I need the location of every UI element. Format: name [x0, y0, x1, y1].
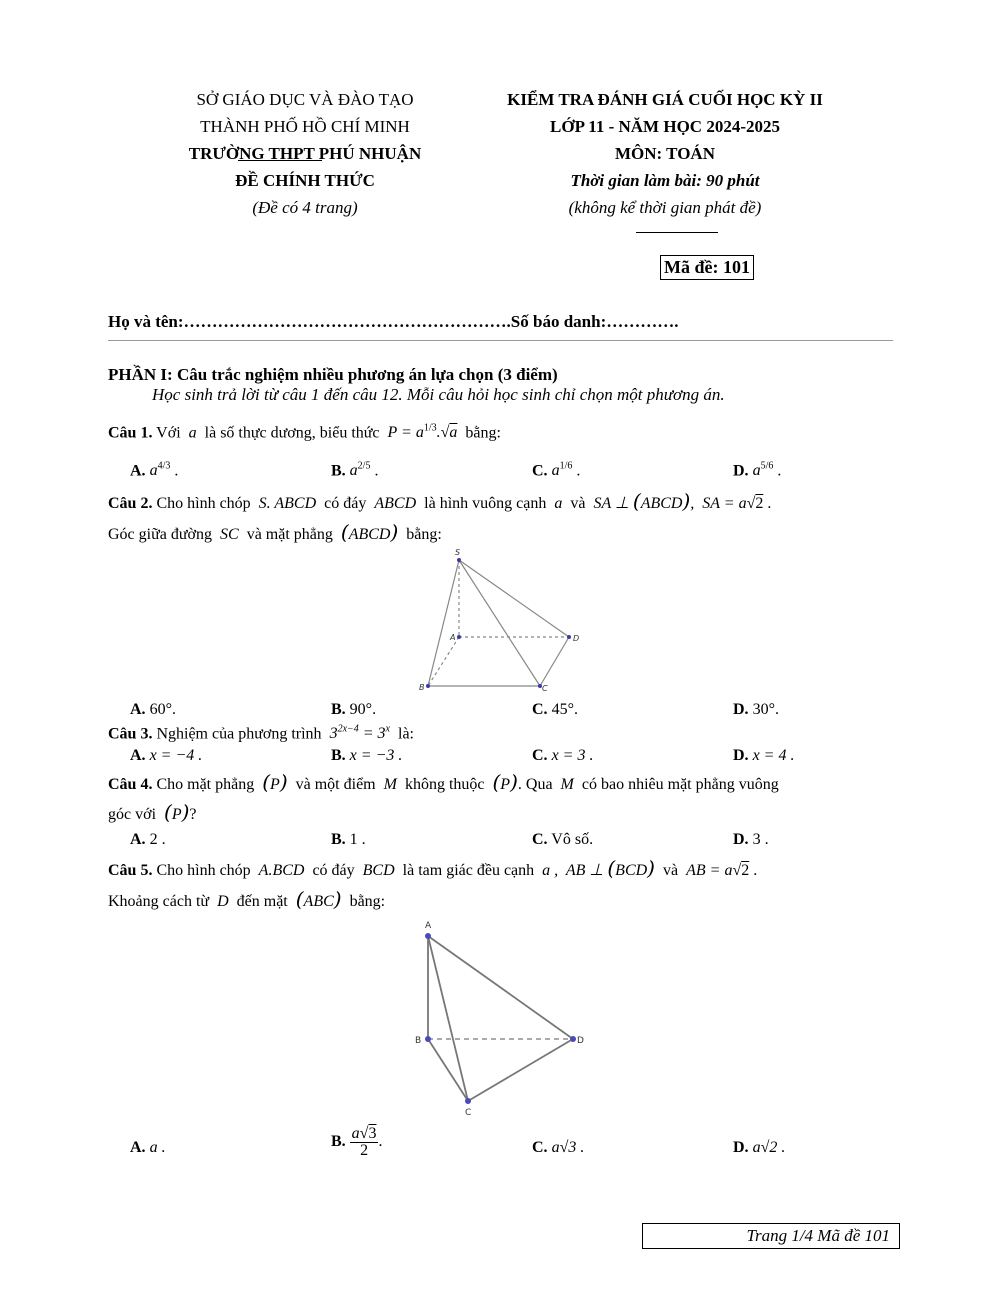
- q3-option-d[interactable]: D. x = 4 .: [733, 747, 795, 764]
- q3-option-a[interactable]: A. x = −4 .: [130, 747, 203, 764]
- vertex-label: C: [465, 1108, 472, 1118]
- question-text: là số thực dương, biểu thức: [204, 424, 380, 442]
- exam-code-box: Mã đề: 101: [660, 255, 754, 280]
- exam-subject: MÔN: TOÁN: [615, 144, 715, 163]
- exam-title: KIỂM TRA ĐÁNH GIÁ CUỐI HỌC KỲ II: [507, 90, 823, 109]
- q4-option-c[interactable]: C. Vô số.: [532, 831, 594, 848]
- q5-tetrahedron-figure: [405, 918, 605, 1123]
- question-text: bằng:: [465, 424, 501, 442]
- q2-option-c[interactable]: C. 45°.: [532, 701, 578, 718]
- q2-option-b[interactable]: B. 90°.: [331, 701, 377, 718]
- official-label: ĐỀ CHÍNH THỨC: [235, 171, 375, 190]
- question-text: là hình vuông cạnh: [424, 495, 547, 512]
- section-instruction: Học sinh trả lời từ câu 1 đến câu 12. Mỗi câu hỏi học sinh chỉ chọn một phương án.: [152, 385, 725, 404]
- q2-pyramid-figure: [400, 545, 600, 695]
- student-info-line: Họ và tên:………………………………………………….Số báo danh:………….: [108, 312, 679, 331]
- header-right: [470, 86, 860, 221]
- fraction: $\frac{a√3}{2}$: [351, 1125, 377, 1159]
- question-text: có đáy: [312, 862, 355, 879]
- vertex-label: A: [450, 633, 456, 642]
- question-text: Nghiệm của phương trình: [156, 725, 322, 743]
- question-label: Câu 4.: [108, 776, 153, 793]
- question-text: . Qua: [517, 776, 553, 793]
- q4-option-d[interactable]: D. 3 .: [733, 831, 769, 848]
- q1-option-c[interactable]: C. $a^{1/6}$ .: [532, 461, 581, 480]
- header-left: [110, 86, 500, 221]
- vertex-label: B: [419, 683, 425, 692]
- question-4-line2: góc với (P)?: [108, 800, 197, 824]
- question-label: Câu 2.: [108, 495, 153, 512]
- vertex-label: B: [415, 1036, 422, 1046]
- question-2: Câu 2. Cho hình chóp S. ABCD có đáy ABCD là hình vuông cạnh a và SA ⊥ (ABCD), SA = a√2 .: [108, 489, 772, 513]
- page-count: (Đề có 4 trang): [252, 198, 358, 217]
- q5-option-c[interactable]: C. a√3 .: [532, 1139, 585, 1156]
- q4-option-a[interactable]: A. 2 .: [130, 831, 166, 848]
- page-footer: Trang 1/4 Mã đề 101: [746, 1226, 890, 1245]
- question-text: Với: [156, 424, 181, 442]
- q1-option-d[interactable]: D. $a^{5/6}$ .: [733, 461, 782, 480]
- q5-option-d[interactable]: D. a√2 .: [733, 1139, 786, 1156]
- math-expression: $P = a^{1/3}.√a$: [383, 423, 458, 442]
- math-expression: AB = a√2: [682, 862, 750, 879]
- q3-option-b[interactable]: B. x = −3 .: [331, 747, 403, 764]
- question-text: không thuộc: [404, 776, 485, 793]
- question-label: Câu 1.: [108, 424, 153, 442]
- exam-duration: Thời gian làm bài: 90 phút: [570, 171, 760, 190]
- vertex-label: S: [455, 548, 461, 557]
- exam-duration-note: (không kể thời gian phát đề): [568, 198, 762, 217]
- vertex-label: D: [577, 1036, 584, 1046]
- q5-option-b[interactable]: B. $\frac{a√3}{2}$ .: [331, 1125, 383, 1159]
- question-4: Câu 4. Cho mặt phẳng (P) và một điểm M không thuộc (P). Qua M có bao nhiêu mặt phẳng vuông: [108, 770, 779, 794]
- question-text: là tam giác đều cạnh: [402, 862, 535, 879]
- question-text: và: [570, 495, 586, 512]
- header-left-underline: [238, 160, 322, 161]
- q2-option-d[interactable]: D. 30°.: [733, 701, 779, 718]
- question-5: Câu 5. Cho hình chóp A.BCD có đáy BCD là tam giác đều cạnh a , AB ⊥ (BCD) và AB = a√2 .: [108, 856, 758, 880]
- school-name: TRƯỜNG THPT PHÚ NHUẬN: [188, 144, 422, 163]
- question-text: và một điểm: [295, 776, 376, 793]
- math-expression: $3^{2x-4} = 3^x$: [325, 724, 390, 743]
- question-text: và: [662, 862, 679, 879]
- q4-option-b[interactable]: B. 1 .: [331, 831, 366, 848]
- question-text: là:: [398, 725, 414, 743]
- vertex-label: A: [425, 921, 432, 931]
- math-expression: SA ⊥ (ABCD), SA = a√2: [589, 489, 764, 513]
- city-name: THÀNH PHỐ HỒ CHÍ MINH: [200, 117, 410, 136]
- question-5-line2: Khoảng cách từ D đến mặt (ABC) bằng:: [108, 887, 386, 911]
- header-right-divider: [636, 232, 718, 233]
- q1-option-a[interactable]: A. $a^{4/3}$ .: [130, 461, 179, 480]
- vertex-label: C: [542, 684, 548, 693]
- question-3: [108, 724, 414, 743]
- q5-option-a[interactable]: A. a .: [130, 1139, 166, 1156]
- question-1: Câu 1. Với a là số thực dương, biểu thức $P = a^{1/3}.√a$ bằng:: [108, 423, 501, 442]
- question-label: Câu 5.: [108, 862, 153, 879]
- vertex-label: D: [573, 634, 580, 643]
- q1-option-b[interactable]: B. $a^{2/5}$ .: [331, 461, 379, 480]
- question-text: có bao nhiêu mặt phẳng vuông: [581, 776, 779, 793]
- section-title: PHẦN I: Câu trắc nghiệm nhiều phương án lựa chọn (3 điểm): [108, 365, 558, 384]
- exam-grade: LỚP 11 - NĂM HỌC 2024-2025: [550, 117, 780, 136]
- question-text: Cho hình chóp: [156, 862, 251, 879]
- question-2-line2: Góc giữa đường SC và mặt phẳng (ABCD) bằng:: [108, 520, 442, 544]
- q3-option-c[interactable]: C. x = 3 .: [532, 747, 594, 764]
- question-text: Cho hình chóp: [156, 495, 251, 512]
- ministry-name: SỞ GIÁO DỤC VÀ ĐÀO TẠO: [196, 90, 414, 109]
- question-text: có đáy: [324, 495, 367, 512]
- question-text: Cho mặt phẳng: [156, 776, 255, 793]
- q2-option-a[interactable]: A. 60°.: [130, 701, 176, 718]
- question-label: Câu 3.: [108, 725, 153, 743]
- header-separator: [108, 340, 893, 341]
